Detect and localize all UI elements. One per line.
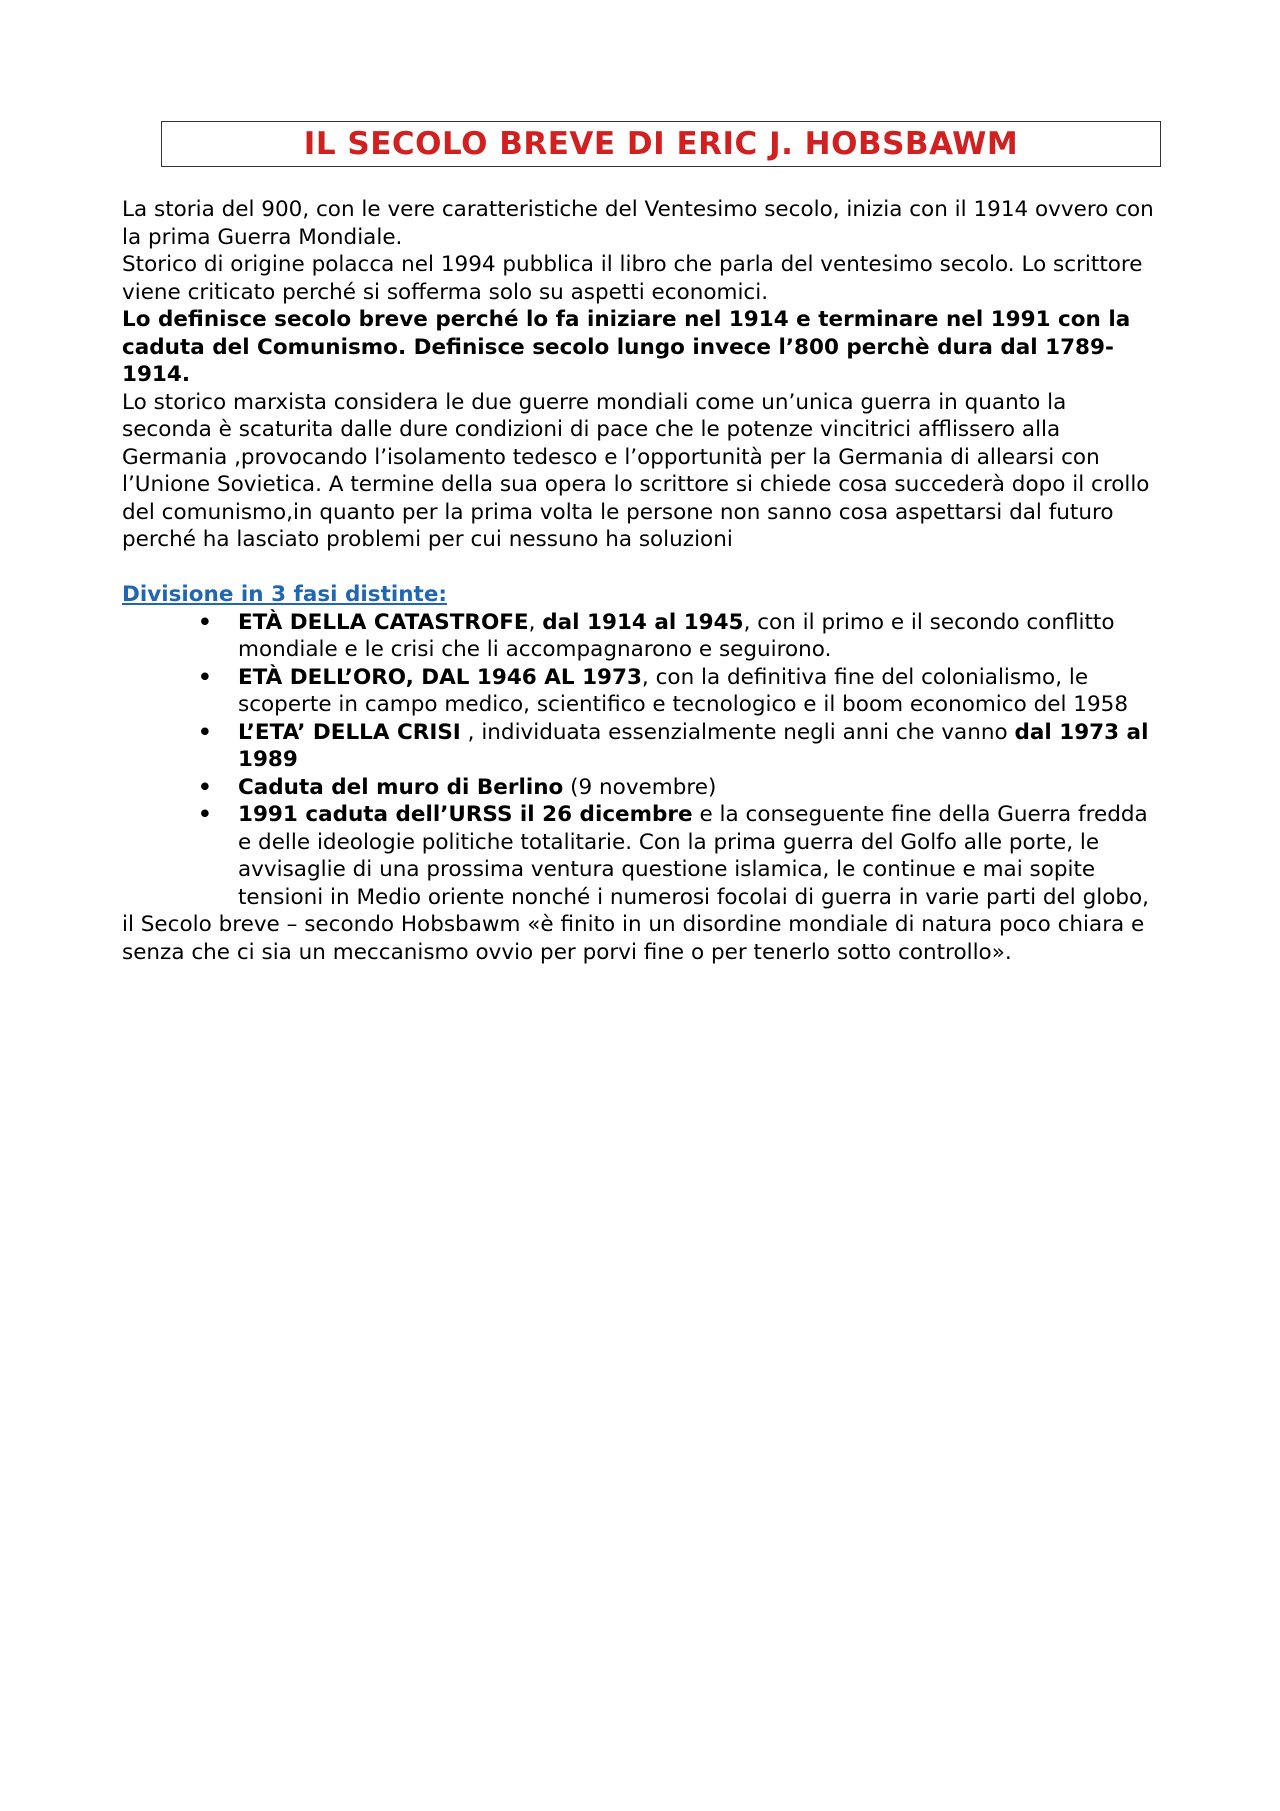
phase-description: , con il primo e il secondo conflitto mondiale e le crisi che li accompagnarono e seguirono. — [238, 609, 1115, 662]
list-item — [122, 801, 1162, 911]
bullet-icon: • — [198, 609, 212, 635]
intro-paragraph-1: La storia del 900, con le vere caratteristiche del Ventesimo secolo, inizia con il 1914 ovvero con la prima Guerra Mondiale. — [122, 197, 1154, 250]
document-body — [122, 196, 1162, 966]
paragraph-spacer — [122, 554, 1162, 582]
closing-paragraph: il Secolo breve – secondo Hobsbawm «è finito in un disordine mondiale di natura poco chiara e senza che ci sia un meccanismo ovvio per porvi fine o per tenerlo sotto controllo». — [122, 912, 1145, 965]
intro-paragraph-2: Storico di origine polacca nel 1994 pubblica il libro che parla del ventesimo secolo. Lo scrittore viene criticato perché si sofferma solo su aspetti economici. — [122, 252, 1143, 305]
phase-name: L’ETA’ DELLA CRISI — [238, 719, 461, 745]
phase-description: (9 novembre) — [563, 774, 717, 800]
phases-list — [122, 609, 1162, 912]
phase-dates: dal 1914 al 1945 — [542, 609, 744, 635]
list-item — [122, 609, 1162, 664]
bullet-icon: • — [198, 664, 212, 690]
bullet-icon: • — [198, 774, 212, 800]
phase-text: , — [528, 609, 543, 635]
phase-name: 1991 caduta dell’URSS il 26 dicembre — [238, 802, 693, 827]
phase-name: ETÀ DELLA CATASTROFE — [238, 609, 529, 635]
intro-paragraph-3: Lo definisce secolo breve perché lo fa iniziare nel 1914 e terminare nel 1991 con la caduta del Comunismo. Definisce secolo lungo invece l’800 perchè dura dal 1789-1914. — [122, 307, 1131, 387]
phases-heading: Divisione in 3 fasi distinte: — [122, 582, 447, 607]
phase-name: Caduta del muro di Berlino — [238, 774, 564, 800]
list-item — [122, 719, 1162, 774]
list-item — [122, 774, 1162, 802]
bullet-icon: • — [198, 802, 212, 827]
list-item — [122, 664, 1162, 719]
phase-name: ETÀ DELL’ORO, DAL 1946 AL 1973 — [238, 664, 642, 690]
intro-paragraph-4: Lo storico marxista considera le due guerre mondiali come un’unica guerra in quanto la seconda è scaturita dalle dure condizioni di pace che le potenze vincitrici afflissero alla Germania ,provocando l’isolamento tedesco e l’opportunità per la Germania di allearsi con l’Unione Sovietica. A termine della sua opera lo scrittore si chiede cosa succederà dopo il crollo del comunismo,in quanto per la prima volta le persone non sanno cosa aspettarsi dal futuro perché ha lasciato problemi per cui nessuno ha soluzioni — [122, 389, 1150, 552]
phase-description: , individuata essenzialmente negli anni che vanno — [460, 719, 1015, 745]
document-page — [122, 121, 1162, 966]
phase-dates: dal 1973 al 1989 — [238, 719, 1149, 772]
phase-description: , con la definitiva fine del colonialismo, le scoperte in campo medico, scientifico e tecnologico e il boom economico del 1958 — [238, 664, 1128, 717]
page-title: IL SECOLO BREVE DI ERIC J. HOBSBAWM — [161, 121, 1161, 167]
bullet-icon: • — [198, 719, 212, 745]
phase-description: e la conseguente fine della Guerra fredda e delle ideologie politiche totalitarie. Con la prima guerra del Golfo alle porte, le avvisaglie di una prossima ventura questione islamica, le continue e mai sopite tensioni in Medio oriente nonché i numerosi focolai di guerra in varie parti del globo, — [238, 802, 1149, 910]
